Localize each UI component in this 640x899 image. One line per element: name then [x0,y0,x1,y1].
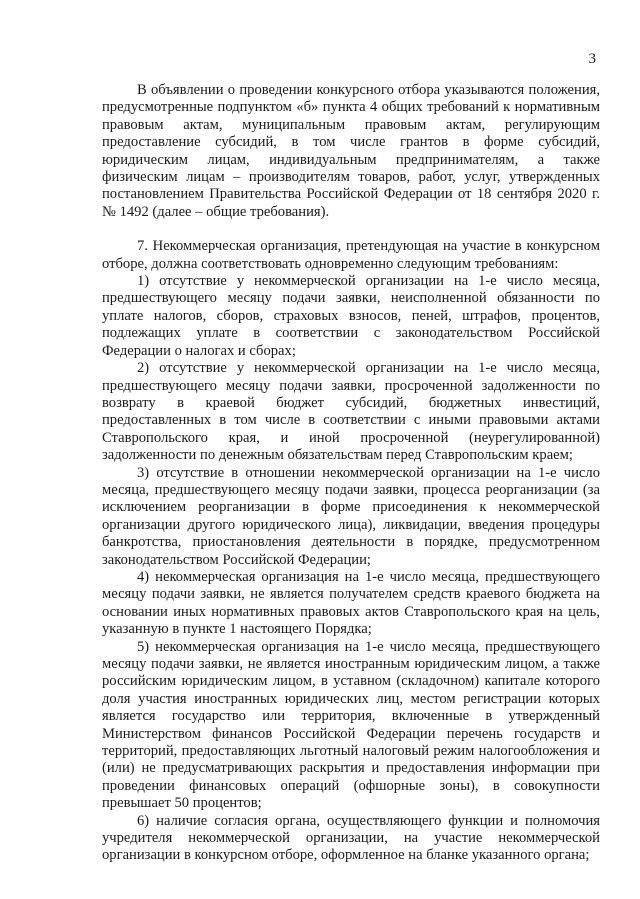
paragraph-requirement-2: 2) отсутствие у некоммерческой организации на 1-е число месяца, предшествующего месяцу подачи заявки, просроченной задолженности по возврату в краевой бюджет субсидий, бюджетных инвестиций, предоставленных в том числе в соответствии с иными правовыми актами Ставропольского края, и иной просроченной (неурегулированной) задолженности по денежным обязательствам перед Ставропольским краем; [102,360,600,464]
paragraph-requirement-4: 4) некоммерческая организация на 1-е число месяца, предшествующего месяцу подачи заявки, не является получателем средств краевого бюджета на основании иных нормативных правовых актов Ставропольского края на цель, указанную в пункте 1 настоящего Порядка; [102,568,600,638]
paragraph-item-7: 7. Некоммерческая организация, претендующая на участие в конкурсном отборе, должна соответствовать одновременно следующим требованиям: [102,238,600,272]
paragraph-requirement-6: 6) наличие согласия органа, осуществляющего функции и полномочия учредителя некоммерческой организации, на участие некоммерческой организации в конкурсном отборе, оформленное на бланке указанного органа; [102,812,600,864]
paragraph-gap [102,221,600,238]
page-number: 3 [588,51,596,67]
paragraph-requirement-1: 1) отсутствие у некоммерческой организации на 1-е число месяца, предшествующего месяцу подачи заявки, неисполненной обязанности по уплате налогов, сборов, страховых взносов, пеней, штрафов, процентов, подлежащих уплате в соответствии с законодательством Российской Федерации о налогах и сборах; [102,273,600,359]
paragraph-announcement: В объявлении о проведении конкурсного отбора указываются положения, предусмотренные подпунктом «б» пункта 4 общих требований к нормативным правовым актам, муниципальным правовым актам, регулирующим предоставление субсидий, в том числе грантов в форме субсидий, юридическим лицам, индивидуальным предпринимателям, а также физическим лицам – производителям товаров, работ, услуг, утвержденных постановлением Правительства Российской Федерации от 18 сентября 2020 г. № 1492 (далее – общие требования). [102,82,600,220]
paragraph-requirement-5: 5) некоммерческая организация на 1-е число месяца, предшествующего месяцу подачи заявки, не является иностранным юридическим лицом, а также российским юридическим лицом, в уставном (складочном) капитале которого доля участия иностранных юридических лиц, местом регистрации которых является государство или территория, включенные в утвержденный Министерством финансов Российской Федерации перечень государств и территорий, предоставляющих льготный налоговый режим налогообложения и (или) не предусматривающих раскрытия и предоставления информации при проведении финансовых операций (офшорные зоны), в совокупности превышает 50 процентов; [102,638,600,812]
document-body [102,82,600,865]
paragraph-requirement-3: 3) отсутствие в отношении некоммерческой организации на 1-е число месяца, предшествующего месяцу подачи заявки, процесса реорганизации (за исключением реорганизации в форме присоединения к некоммерческой организации другого юридического лица), ликвидации, введения процедуры банкротства, приостановления деятельности в порядке, предусмотренном законодательством Российской Федерации; [102,464,600,568]
